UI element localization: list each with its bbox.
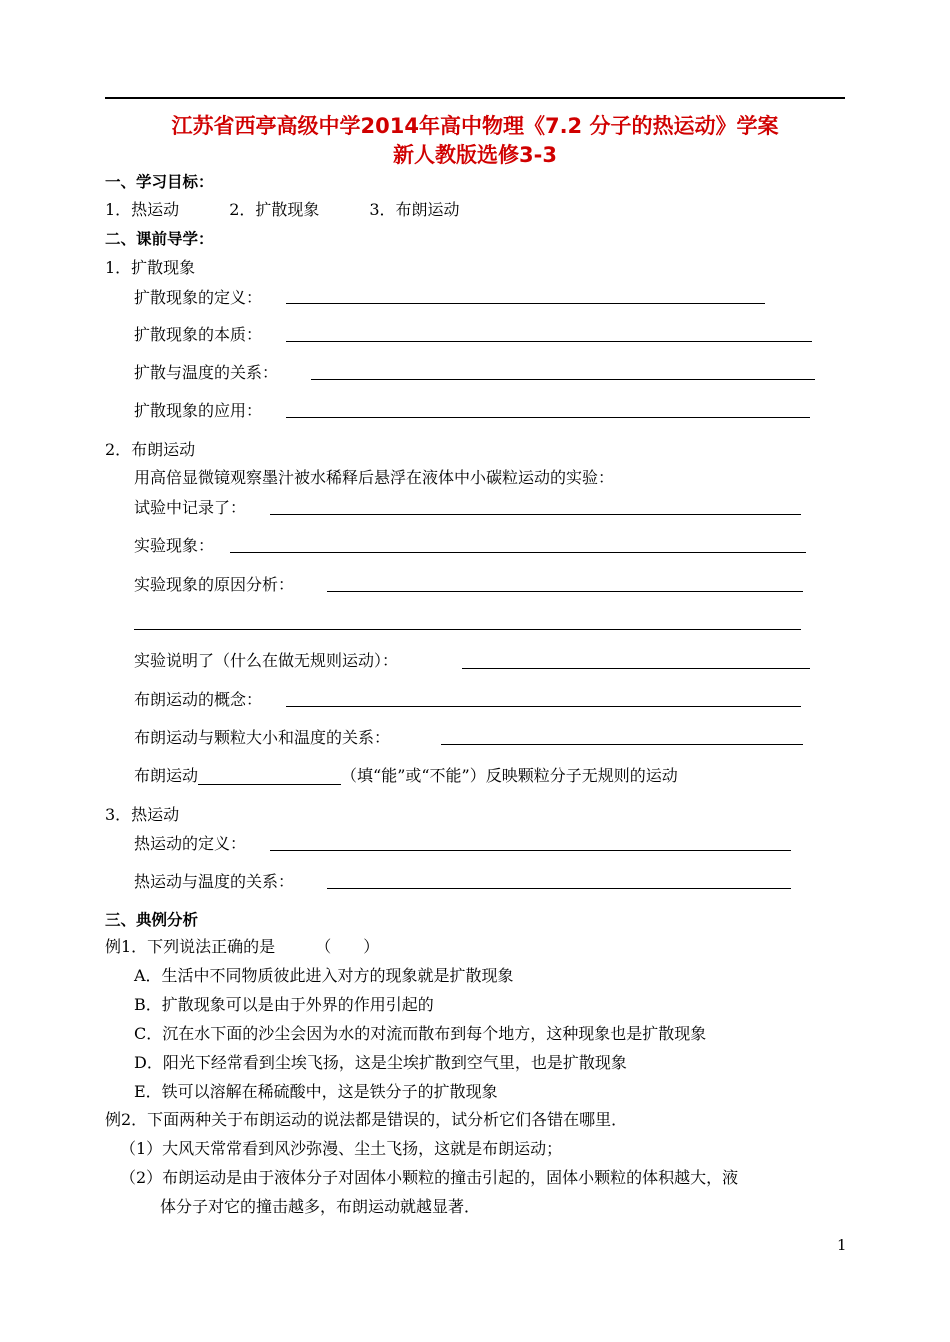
learning-goals — [105, 200, 460, 220]
goal-2: 2．扩散现象 — [229, 200, 320, 219]
diffusion-essence-blank[interactable] — [286, 341, 812, 342]
goal-3: 3．布朗运动 — [369, 200, 460, 219]
section3-heading: 三、典例分析 — [105, 911, 199, 929]
brownian-record-blank[interactable] — [270, 514, 801, 515]
thermal-temp-label: 热运动与温度的关系： — [134, 872, 295, 891]
diffusion-temp-blank[interactable] — [311, 379, 815, 380]
brownian-concept-blank[interactable] — [286, 706, 801, 707]
brownian-fill-prefix: 布朗运动 — [134, 766, 199, 785]
brownian-relation-blank[interactable] — [441, 744, 803, 745]
example1-option-b: B．扩散现象可以是由于外界的作用引起的 — [134, 995, 434, 1014]
example1-option-c: C．沉在水下面的沙尘会因为水的对流而散布到每个地方，这种现象也是扩散现象 — [134, 1024, 707, 1043]
diffusion-application-blank[interactable] — [286, 417, 810, 418]
example1-option-e: E．铁可以溶解在稀硫酸中，这是铁分子的扩散现象 — [134, 1082, 498, 1101]
brownian-intro: 用高倍显微镜观察墨汁被水稀释后悬浮在液体中小碳粒运动的实验： — [134, 468, 615, 487]
page-number: 1 — [837, 1236, 847, 1254]
brownian-fill-suffix: （填“能”或“不能”）反映颗粒分子无规则的运动 — [341, 766, 678, 785]
brownian-fill-line — [134, 766, 678, 786]
diffusion-temp-label: 扩散与温度的关系： — [134, 363, 279, 382]
example1-stem-line — [105, 937, 379, 957]
brownian-phenomenon-label: 实验现象： — [134, 536, 215, 555]
example1-option-d: D．阳光下经常看到尘埃飞扬，这是尘埃扩散到空气里，也是扩散现象 — [134, 1053, 627, 1072]
example2-stem: 例2．下面两种关于布朗运动的说法都是错误的，试分析它们各错在哪里． — [105, 1110, 628, 1129]
diffusion-definition-label: 扩散现象的定义： — [134, 288, 263, 307]
thermal-definition-blank[interactable] — [270, 850, 791, 851]
diffusion-application-label: 扩散现象的应用： — [134, 401, 263, 420]
thermal-temp-blank[interactable] — [327, 888, 791, 889]
brownian-concept-label: 布朗运动的概念： — [134, 690, 263, 709]
example2-item-2-line1: （2）布朗运动是由于液体分子对固体小颗粒的撞击引起的，固体小颗粒的体积越大，液 — [120, 1168, 739, 1187]
brownian-phenomenon-blank[interactable] — [230, 552, 806, 553]
example2-item-2-line2: 体分子对它的撞击越多，布朗运动就越显著． — [160, 1197, 481, 1216]
example1-answer-bracket[interactable]: （ ） — [315, 937, 380, 956]
document-title: 江苏省西亭高级中学2014年高中物理《7.2 分子的热运动》学案 — [171, 114, 779, 138]
brownian-record-label: 试验中记录了： — [134, 498, 247, 517]
thermal-title: 3．热运动 — [105, 805, 180, 824]
brownian-cause-label: 实验现象的原因分析： — [134, 575, 295, 594]
diffusion-title: 1．扩散现象 — [105, 258, 196, 277]
example1-stem: 例1．下列说法正确的是 — [105, 937, 276, 956]
brownian-title: 2．布朗运动 — [105, 440, 196, 459]
diffusion-essence-label: 扩散现象的本质： — [134, 325, 263, 344]
thermal-definition-label: 热运动的定义： — [134, 834, 247, 853]
goal-1: 1．热运动 — [105, 200, 180, 219]
brownian-fill-blank[interactable] — [198, 768, 341, 785]
example2-item-1: （1）大风天常常看到风沙弥漫、尘土飞扬，这就是布朗运动； — [120, 1139, 563, 1158]
brownian-cause-blank[interactable] — [327, 591, 803, 592]
brownian-relation-label: 布朗运动与颗粒大小和温度的关系： — [134, 728, 391, 747]
document-subtitle: 新人教版选修3-3 — [393, 143, 557, 167]
section1-heading: 一、学习目标： — [105, 173, 214, 191]
brownian-cause-blank-2[interactable] — [134, 629, 801, 630]
diffusion-definition-blank[interactable] — [286, 303, 765, 304]
section2-heading: 二、课前导学： — [105, 230, 214, 248]
header-rule — [105, 97, 845, 99]
brownian-shows-blank[interactable] — [462, 668, 810, 669]
brownian-shows-label: 实验说明了（什么在做无规则运动）： — [134, 651, 399, 670]
example1-option-a: A．生活中不同物质彼此进入对方的现象就是扩散现象 — [134, 966, 514, 985]
